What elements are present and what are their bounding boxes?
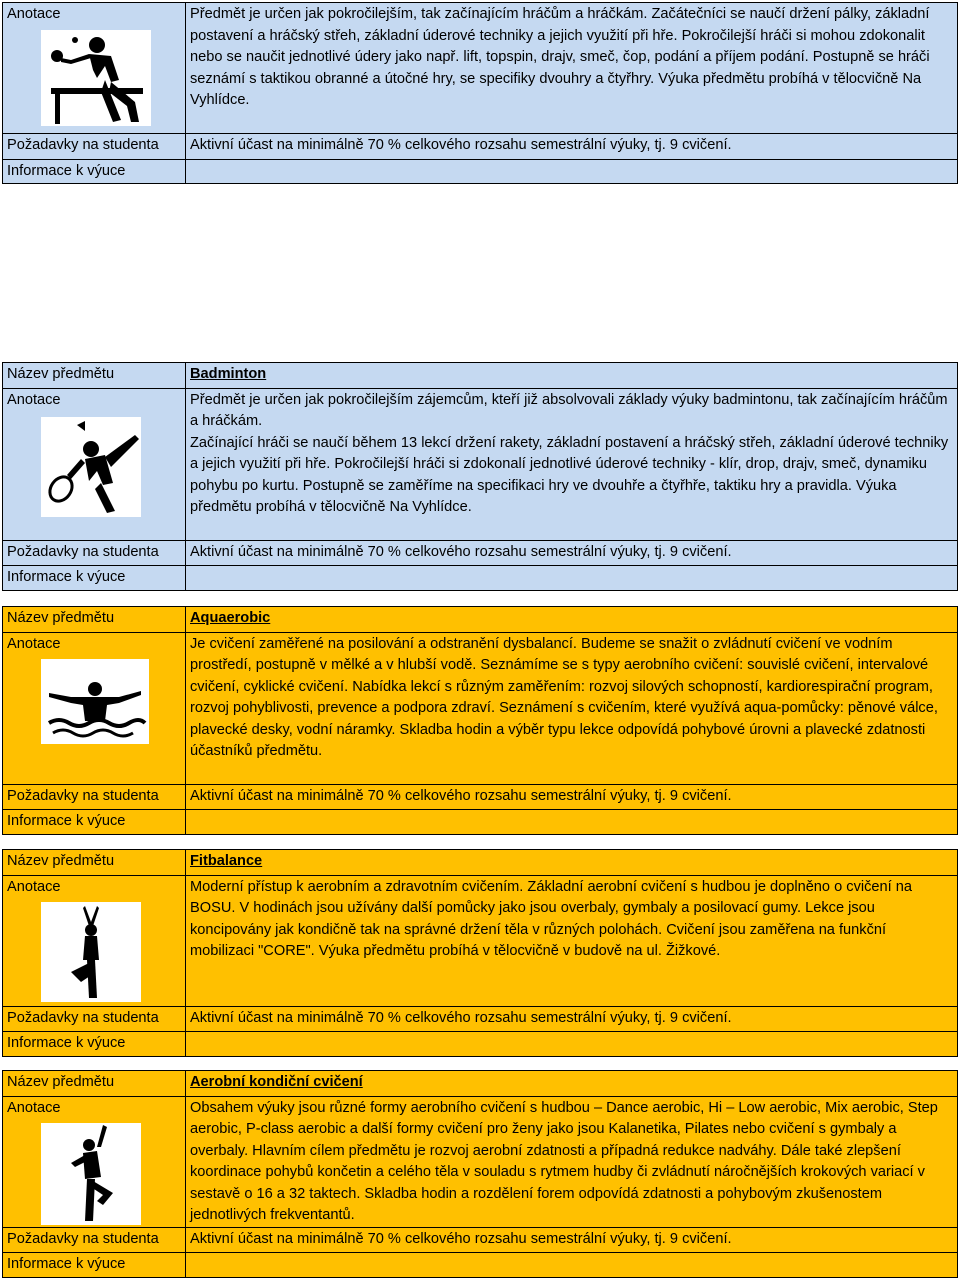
pozadavky-row — [3, 134, 957, 160]
name-row — [3, 850, 957, 876]
anotace-paragraph: Předmět je určen jak pokročilejším zájemcům, kteří již absolvovali základy výuky badmintonu, tak začínajícím hráčům a hráčkám. — [190, 391, 948, 429]
informace-label: Informace k výuce — [3, 810, 186, 834]
informace-label: Informace k výuce — [3, 1032, 186, 1056]
name-label: Název předmětu — [3, 850, 186, 875]
anotace-label-text: Anotace — [7, 1099, 61, 1116]
aerobic-dancer-icon — [41, 1123, 141, 1225]
informace-text — [186, 1032, 957, 1056]
name-row — [3, 607, 957, 633]
pozadavky-text: Aktivní účast na minimálně 70 % celkového rozsahu semestrální výuky, tj. 9 cvičení. — [186, 134, 957, 159]
course-table-aerobic — [2, 1070, 958, 1278]
informace-text — [186, 566, 957, 590]
pozadavky-label: Požadavky na studenta — [3, 134, 186, 159]
informace-row — [3, 1032, 957, 1056]
course-table-fitbalance — [2, 849, 958, 1057]
anotace-label — [3, 876, 186, 1006]
anotace-label-text: Anotace — [7, 635, 61, 652]
pozadavky-row — [3, 541, 957, 567]
badminton-player-icon — [41, 417, 141, 517]
name-label: Název předmětu — [3, 363, 186, 388]
pozadavky-text: Aktivní účast na minimálně 70 % celkového rozsahu semestrální výuky, tj. 9 cvičení. — [186, 785, 957, 810]
name-label: Název předmětu — [3, 1071, 186, 1096]
informace-row — [3, 810, 957, 834]
anotace-label-text: Anotace — [7, 6, 61, 22]
balance-pose-icon — [41, 902, 141, 1002]
anotace-label — [3, 3, 186, 133]
anotace-text: Předmět je určen jak pokročilejším, tak začínajícím hráčům a hráčkám. Začátečníci se naučí držení pálky, základní postavení a hráčský střeh, základní úderové techniky a jejich využití při hře. Pokročilejší hráči si mohou zdokonalit nebo se naučit jednotlivé údery jako např. lift, topspin, drajv, smeč, čop, podání a příjem podání. Postupně se hráči seznámí s taktikou obranné a útočné hry, se specifiky dvouhry a čtyřhry. Výuka předmětu probíhá v tělocvičně Na Vyhlídce. — [186, 3, 957, 133]
pozadavky-row — [3, 785, 957, 811]
swimmer-icon — [41, 659, 149, 744]
pozadavky-row — [3, 1007, 957, 1033]
anotace-row — [3, 389, 957, 541]
informace-label: Informace k výuce — [3, 160, 186, 184]
anotace-paragraph: Začínající hráči se naučí během 13 lekcí držení rakety, základní postavení a hráčský střeh, základní úderové techniky a jejich využití při hře. Pokročilejší hráči si zdokonalí jednotlivé úderové techniky - klír, drop, drajv, smeč, dynamiku pohybu po kurtu. Postupně se zaměříme na specifikaci hry ve dvouhře a čtyřhře, taktiku hry a pravidla. Výuka předmětu probíhá v tělocvičně Na Vyhlídce. — [190, 434, 949, 515]
course-table-badminton — [2, 362, 958, 591]
course-title: Aerobní kondiční cvičení — [186, 1071, 957, 1096]
anotace-label — [3, 1097, 186, 1227]
anotace-text: Obsahem výuky jsou různé formy aerobního cvičení s hudbou – Dance aerobic, Hi – Low aerobic, Mix aerobic, Step aerobic, P-class aerobic a další formy cvičení pro ženy jako jsou Kalanetika, Pilates nebo cvičení s gymbaly a overbaly. Hlavním cílem předmětu je rozvoj aerobní zdatnosti a případná redukce nadváhy. Dále také zlepšení koordinace pohybů končetin a celého těla v souladu s rytmem hudby či zvládnutí náročnějších krokových variací v sestavě o 16 a 32 taktech. Skladba hodin a rozdělení forem odpovídá zdatnosti a pohybovým zkušenostem jednotlivých frekventantů. — [186, 1097, 957, 1227]
pozadavky-label: Požadavky na studenta — [3, 1228, 186, 1253]
informace-label: Informace k výuce — [3, 566, 186, 590]
anotace-row — [3, 1097, 957, 1228]
anotace-text: Je cvičení zaměřené na posilování a odstranění dysbalancí. Budeme se snažit o zvládnutí cvičení ve vodním prostředí, postupně v mělké a v hlubší vodě. Seznámíme se s typy aerobního cvičení: souvislé cvičení, intervalové cvičení, cyklické cvičení. Nabídka lekcí s různým zaměřením: rozvoj silových schopností, kardiorespirační program, rozvoj pohyblivosti, prevence a podpora zdraví. Seznámení s cvičením, které využívá aqua-pomůcky: pěnové válce, plavecké desky, vodní náramky. Skladba hodin a výběr typu lekce odpovídá pohybové úrovni a plavecké zdatnosti účastníků předmětu. — [186, 633, 957, 784]
anotace-row — [3, 3, 957, 134]
pozadavky-text: Aktivní účast na minimálně 70 % celkového rozsahu semestrální výuky, tj. 9 cvičení. — [186, 541, 957, 566]
name-row — [3, 363, 957, 389]
pozadavky-label: Požadavky na studenta — [3, 541, 186, 566]
anotace-row — [3, 876, 957, 1007]
informace-row — [3, 566, 957, 590]
informace-label: Informace k výuce — [3, 1253, 186, 1277]
informace-row — [3, 160, 957, 184]
course-title: Fitbalance — [186, 850, 957, 875]
pozadavky-text: Aktivní účast na minimálně 70 % celkového rozsahu semestrální výuky, tj. 9 cvičení. — [186, 1228, 957, 1253]
name-row — [3, 1071, 957, 1097]
anotace-label-text: Anotace — [7, 391, 61, 408]
course-table-table-tennis — [2, 2, 958, 184]
pozadavky-row — [3, 1228, 957, 1254]
name-label: Název předmětu — [3, 607, 186, 632]
table-tennis-player-icon — [41, 30, 151, 126]
informace-text — [186, 810, 957, 834]
course-table-aquaerobic — [2, 606, 958, 835]
anotace-text — [186, 389, 957, 540]
course-title: Aquaerobic — [186, 607, 957, 632]
anotace-row — [3, 633, 957, 785]
pozadavky-label: Požadavky na studenta — [3, 1007, 186, 1032]
anotace-label — [3, 633, 186, 784]
pozadavky-text: Aktivní účast na minimálně 70 % celkového rozsahu semestrální výuky, tj. 9 cvičení. — [186, 1007, 957, 1032]
informace-text — [186, 160, 957, 184]
course-title: Badminton — [186, 363, 957, 388]
pozadavky-label: Požadavky na studenta — [3, 785, 186, 810]
anotace-label — [3, 389, 186, 540]
anotace-text: Moderní přístup k aerobním a zdravotním cvičením. Základní aerobní cvičení s hudbou je doplněno o cvičení na BOSU. V hodinách jsou užívány další pomůcky jako jsou overbaly, gymbaly a posilovací gumy. Lekce jsou koncipovány jak kondičně tak na správné držení těla v různých polohách. Cvičení jsou zaměřena na funkční mobilizaci "CORE". Výuka předmětu probíhá v tělocvičně v budově na ul. Žižkové. — [186, 876, 957, 1006]
anotace-label-text: Anotace — [7, 878, 61, 895]
